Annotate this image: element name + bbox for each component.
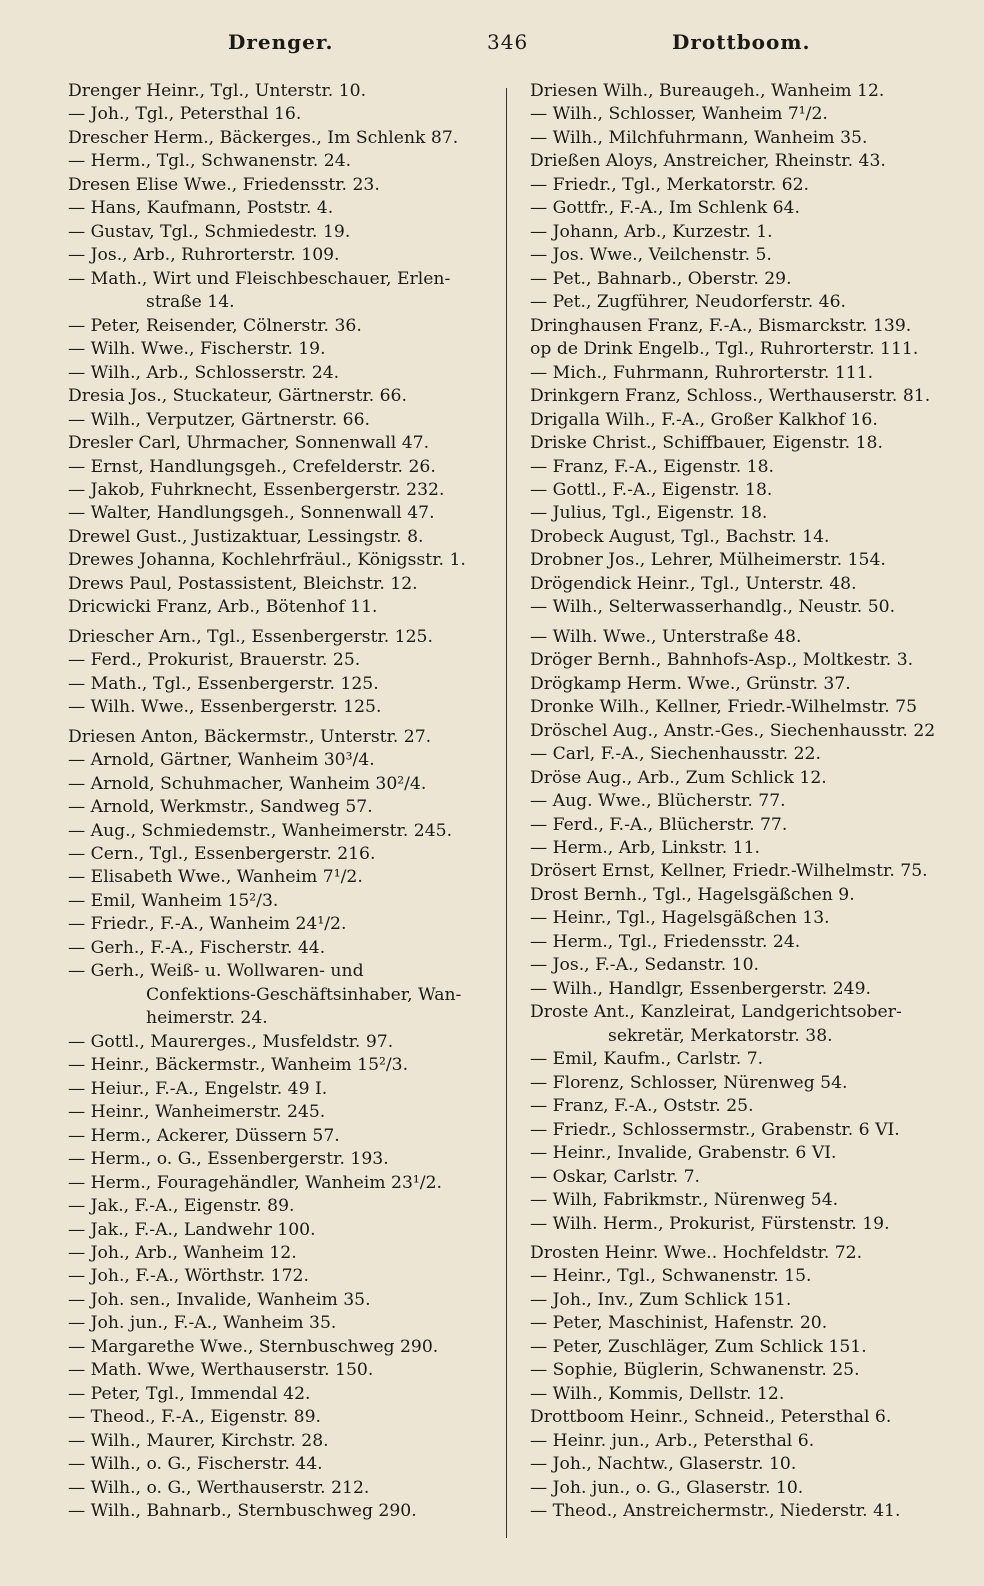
- directory-entry: Drost Bernh., Tgl., Hagelsgäßchen 9.: [530, 884, 855, 905]
- directory-entry: — Cern., Tgl., Essenbergerstr. 216.: [68, 844, 376, 864]
- directory-entry: — Franz, F.-A., Oststr. 25.: [530, 1096, 754, 1117]
- directory-entry: Drögendick Heinr., Tgl., Unterstr. 48.: [530, 573, 857, 594]
- directory-entry: — Heinr., Invalide, Grabenstr. 6 VI.: [530, 1143, 837, 1164]
- directory-entry: Dresen Elise Wwe., Friedensstr. 23.: [68, 174, 380, 195]
- directory-entry: — Johann, Arb., Kurzestr. 1.: [530, 221, 773, 242]
- directory-entry: Dröger Bernh., Bahnhofs-Asp., Moltkestr. 3.: [530, 650, 914, 671]
- directory-entry: — Heinr., Tgl., Hagelsgäßchen 13.: [530, 908, 830, 929]
- directory-entry: — Joh., Tgl., Petersthal 16.: [68, 104, 302, 125]
- directory-entry: — Friedr., Tgl., Merkatorstr. 62.: [530, 174, 809, 195]
- directory-entry: — Sophie, Büglerin, Schwanenstr. 25.: [530, 1360, 860, 1381]
- directory-entry: — Pet., Bahnarb., Oberstr. 29.: [530, 268, 792, 289]
- directory-entry: Drösert Ernst, Kellner, Friedr.-Wilhelmstr. 75.: [530, 861, 928, 882]
- directory-entry: — Heinr., Wanheimerstr. 245.: [68, 1102, 326, 1123]
- directory-entry: — Math., Tgl., Essenbergerstr. 125.: [68, 673, 379, 694]
- directory-entry: — Theod., Anstreichermstr., Niederstr. 41.: [530, 1501, 901, 1522]
- directory-entry: Drews Paul, Postassistent, Bleichstr. 12.: [68, 573, 418, 594]
- directory-entry: — Theod., F.-A., Eigenstr. 89.: [68, 1407, 322, 1428]
- directory-entry: Drinkgern Franz, Schloss., Werthauserstr. 81.: [530, 386, 931, 407]
- directory-entry: — Wilh., Arb., Schlosserstr. 24.: [68, 362, 340, 383]
- directory-entry: — Franz, F.-A., Eigenstr. 18.: [530, 456, 775, 477]
- directory-entry: — Joh., F.-A., Wörthstr. 172.: [68, 1266, 309, 1287]
- directory-entry: — Joh. sen., Invalide, Wanheim 35.: [68, 1289, 371, 1310]
- directory-entry: — Mich., Fuhrmann, Ruhrorterstr. 111.: [530, 362, 874, 383]
- directory-entry: — Oskar, Carlstr. 7.: [530, 1166, 700, 1187]
- directory-entry: Drobeck August, Tgl., Bachstr. 14.: [530, 526, 830, 547]
- directory-entry: — Arnold, Schuhmacher, Wanheim 30²/4.: [68, 773, 427, 794]
- directory-entry: — Gustav, Tgl., Schmiedestr. 19.: [68, 221, 351, 242]
- directory-entry: — Wilh., Maurer, Kirchstr. 28.: [68, 1430, 329, 1451]
- directory-entry: — Arnold, Gärtner, Wanheim 30³/4.: [68, 750, 375, 771]
- directory-entry: Drigalla Wilh., F.-A., Großer Kalkhof 16.: [530, 409, 878, 430]
- directory-entry: — Wilh., o. G., Werthauserstr. 212.: [68, 1477, 370, 1498]
- directory-entry: — Gottl., Maurerges., Musfeldstr. 97.: [68, 1031, 394, 1052]
- directory-entry: — Emil, Wanheim 15²/3.: [68, 890, 279, 911]
- directory-entry: — Herm., Fouragehändler, Wanheim 23¹/2.: [68, 1172, 443, 1193]
- directory-entry: — Jos. Wwe., Veilchenstr. 5.: [530, 245, 772, 266]
- directory-entry: Droste Ant., Kanzleirat, Landgerichtsober-: [530, 1002, 902, 1023]
- directory-entry: Dröse Aug., Arb., Zum Schlick 12.: [530, 767, 827, 788]
- directory-entry: — Gottl., F.-A., Eigenstr. 18.: [530, 479, 773, 500]
- directory-entry: Drögkamp Herm. Wwe., Grünstr. 37.: [530, 673, 851, 694]
- entry-continuation: sekretär, Merkatorstr. 38.: [608, 1025, 833, 1046]
- directory-entry: Driesen Anton, Bäckermstr., Unterstr. 27.: [68, 726, 432, 747]
- directory-entry: — Wilh. Herm., Prokurist, Fürstenstr. 19.: [530, 1213, 890, 1234]
- directory-entry: — Wilh., Handlgr, Essenbergerstr. 249.: [530, 978, 871, 999]
- directory-entry: — Wilh., Selterwasserhandlg., Neustr. 50.: [530, 597, 896, 618]
- directory-entry: — Aug. Wwe., Blücherstr. 77.: [530, 791, 786, 812]
- directory-entry: Dronke Wilh., Kellner, Friedr.-Wilhelmstr. 75: [530, 697, 918, 718]
- directory-entry: — Jak., F.-A., Eigenstr. 89.: [68, 1196, 295, 1217]
- page-number: 346: [487, 30, 529, 54]
- directory-entry: — Emil, Kaufm., Carlstr. 7.: [530, 1049, 764, 1070]
- directory-entry: — Carl, F.-A., Siechenhausstr. 22.: [530, 744, 821, 765]
- column-divider: [506, 88, 507, 1538]
- directory-entry: Driescher Arn., Tgl., Essenbergerstr. 125.: [68, 626, 433, 647]
- directory-entry: — Jos., F.-A., Sedanstr. 10.: [530, 955, 759, 976]
- directory-entry: Drewel Gust., Justizaktuar, Lessingstr. 8.: [68, 526, 424, 547]
- directory-entry: — Wilh., Schlosser, Wanheim 7¹/2.: [530, 104, 828, 125]
- directory-entry: — Peter, Tgl., Immendal 42.: [68, 1383, 311, 1404]
- directory-entry: — Margarethe Wwe., Sternbuschweg 290.: [68, 1336, 439, 1357]
- directory-entry: Dresler Carl, Uhrmacher, Sonnenwall 47.: [68, 433, 430, 454]
- directory-entry: — Herm., Arb, Linkstr. 11.: [530, 838, 760, 858]
- directory-entry: — Wilh., Milchfuhrmann, Wanheim 35.: [530, 127, 868, 148]
- directory-entry: Dröschel Aug., Anstr.-Ges., Siechenhausstr. 22: [530, 720, 936, 741]
- directory-entry: op de Drink Engelb., Tgl., Ruhrorterstr. 111.: [530, 339, 919, 360]
- directory-entry: — Joh. jun., o. G., Glaserstr. 10.: [530, 1477, 804, 1498]
- header-right-name: Drottboom.: [672, 30, 811, 54]
- directory-entry: — Gottfr., F.-A., Im Schlenk 64.: [530, 198, 800, 219]
- directory-entry: — Wilh. Wwe., Fischerstr. 19.: [68, 339, 326, 360]
- directory-entry: — Wilh., Verputzer, Gärtnerstr. 66.: [68, 409, 371, 430]
- directory-entry: Drobner Jos., Lehrer, Mülheimerstr. 154.: [530, 550, 886, 571]
- directory-entry: Dringhausen Franz, F.-A., Bismarckstr. 139.: [530, 315, 912, 336]
- directory-entry: — Joh., Inv., Zum Schlick 151.: [530, 1289, 792, 1310]
- directory-entry: — Peter, Reisender, Cölnerstr. 36.: [68, 315, 362, 336]
- directory-entry: — Wilh. Wwe., Unterstraße 48.: [530, 626, 802, 647]
- directory-entry: — Wilh., o. G., Fischerstr. 44.: [68, 1454, 323, 1475]
- directory-entry: — Joh. jun., F.-A., Wanheim 35.: [68, 1313, 337, 1334]
- entry-continuation: straße 14.: [146, 292, 235, 313]
- directory-entry: Drießen Aloys, Anstreicher, Rheinstr. 43.: [530, 151, 886, 172]
- entry-continuation: Confektions-Geschäftsinhaber, Wan-: [146, 984, 462, 1005]
- directory-entry: — Wilh., Kommis, Dellstr. 12.: [530, 1383, 785, 1404]
- directory-entry: — Herm., Tgl., Friedensstr. 24.: [530, 931, 801, 952]
- directory-entry: — Heiur., F.-A., Engelstr. 49 I.: [68, 1078, 328, 1099]
- directory-entry: — Heinr., Tgl., Schwanenstr. 15.: [530, 1266, 812, 1287]
- directory-entry: — Jakob, Fuhrknecht, Essenbergerstr. 232.: [68, 479, 445, 500]
- directory-entry: — Peter, Zuschläger, Zum Schlick 151.: [530, 1336, 867, 1357]
- directory-entry: — Herm., Tgl., Schwanenstr. 24.: [68, 151, 352, 172]
- directory-entry: — Walter, Handlungsgeh., Sonnenwall 47.: [68, 503, 435, 524]
- directory-entry: Dricwicki Franz, Arb., Bötenhof 11.: [68, 597, 378, 618]
- right-column: [530, 80, 966, 1524]
- directory-entry: — Herm., o. G., Essenbergerstr. 193.: [68, 1149, 389, 1170]
- directory-entry: Drottboom Heinr., Schneid., Petersthal 6.: [530, 1407, 892, 1428]
- directory-entry: — Herm., Ackerer, Düssern 57.: [68, 1125, 340, 1146]
- entry-continuation: heimerstr. 24.: [146, 1008, 268, 1029]
- directory-entry: — Hans, Kaufmann, Poststr. 4.: [68, 198, 334, 219]
- directory-entry: — Peter, Maschinist, Hafenstr. 20.: [530, 1313, 828, 1334]
- directory-entry: — Gerh., Weiß- u. Wollwaren- und: [68, 961, 364, 982]
- directory-entry: — Heinr. jun., Arb., Petersthal 6.: [530, 1430, 815, 1451]
- directory-entry: — Ferd., F.-A., Blücherstr. 77.: [530, 814, 788, 835]
- directory-entry: — Jak., F.-A., Landwehr 100.: [68, 1219, 316, 1240]
- directory-entry: — Elisabeth Wwe., Wanheim 7¹/2.: [68, 867, 363, 888]
- directory-entry: — Joh., Nachtw., Glaserstr. 10.: [530, 1454, 797, 1475]
- header-left-name: Drenger.: [228, 30, 334, 54]
- directory-entry: — Arnold, Werkmstr., Sandweg 57.: [68, 797, 373, 818]
- directory-entry: — Gerh., F.-A., Fischerstr. 44.: [68, 937, 326, 958]
- directory-entry: — Pet., Zugführer, Neudorferstr. 46.: [530, 292, 846, 313]
- directory-entry: — Florenz, Schlosser, Nürenweg 54.: [530, 1072, 848, 1093]
- directory-entry: — Friedr., Schlossermstr., Grabenstr. 6 VI.: [530, 1119, 900, 1140]
- directory-entry: — Wilh. Wwe., Essenbergerstr. 125.: [68, 697, 382, 718]
- directory-entry: — Wilh, Fabrikmstr., Nürenweg 54.: [530, 1190, 839, 1211]
- directory-entry: — Heinr., Bäckermstr., Wanheim 15²/3.: [68, 1055, 409, 1076]
- directory-entry: — Ferd., Prokurist, Brauerstr. 25.: [68, 650, 361, 671]
- directory-entry: — Julius, Tgl., Eigenstr. 18.: [530, 503, 768, 524]
- directory-entry: — Aug., Schmiedemstr., Wanheimerstr. 245.: [68, 820, 453, 841]
- directory-entry: Drenger Heinr., Tgl., Unterstr. 10.: [68, 81, 367, 101]
- directory-entry: Drosten Heinr. Wwe.. Hochfeldstr. 72.: [530, 1242, 863, 1263]
- directory-entry: — Ernst, Handlungsgeh., Crefelderstr. 26.: [68, 456, 436, 477]
- left-column: [68, 80, 498, 1524]
- directory-entry: Dresia Jos., Stuckateur, Gärtnerstr. 66.: [68, 386, 407, 407]
- directory-entry: — Jos., Arb., Ruhrorterstr. 109.: [68, 245, 340, 266]
- directory-entry: — Math., Wirt und Fleischbeschauer, Erlen-: [68, 268, 451, 289]
- directory-entry: Driske Christ., Schiffbauer, Eigenstr. 18.: [530, 433, 883, 454]
- directory-entry: — Joh., Arb., Wanheim 12.: [68, 1242, 297, 1263]
- directory-entry: — Wilh., Bahnarb., Sternbuschweg 290.: [68, 1501, 417, 1522]
- directory-entry: — Friedr., F.-A., Wanheim 24¹/2.: [68, 914, 347, 935]
- directory-entry: Drescher Herm., Bäckerges., Im Schlenk 87.: [68, 127, 459, 148]
- directory-entry: Driesen Wilh., Bureaugeh., Wanheim 12.: [530, 81, 885, 101]
- directory-entry: — Math. Wwe, Werthauserstr. 150.: [68, 1360, 374, 1381]
- directory-entry: Drewes Johanna, Kochlehrfräul., Königsstr. 1.: [68, 550, 466, 571]
